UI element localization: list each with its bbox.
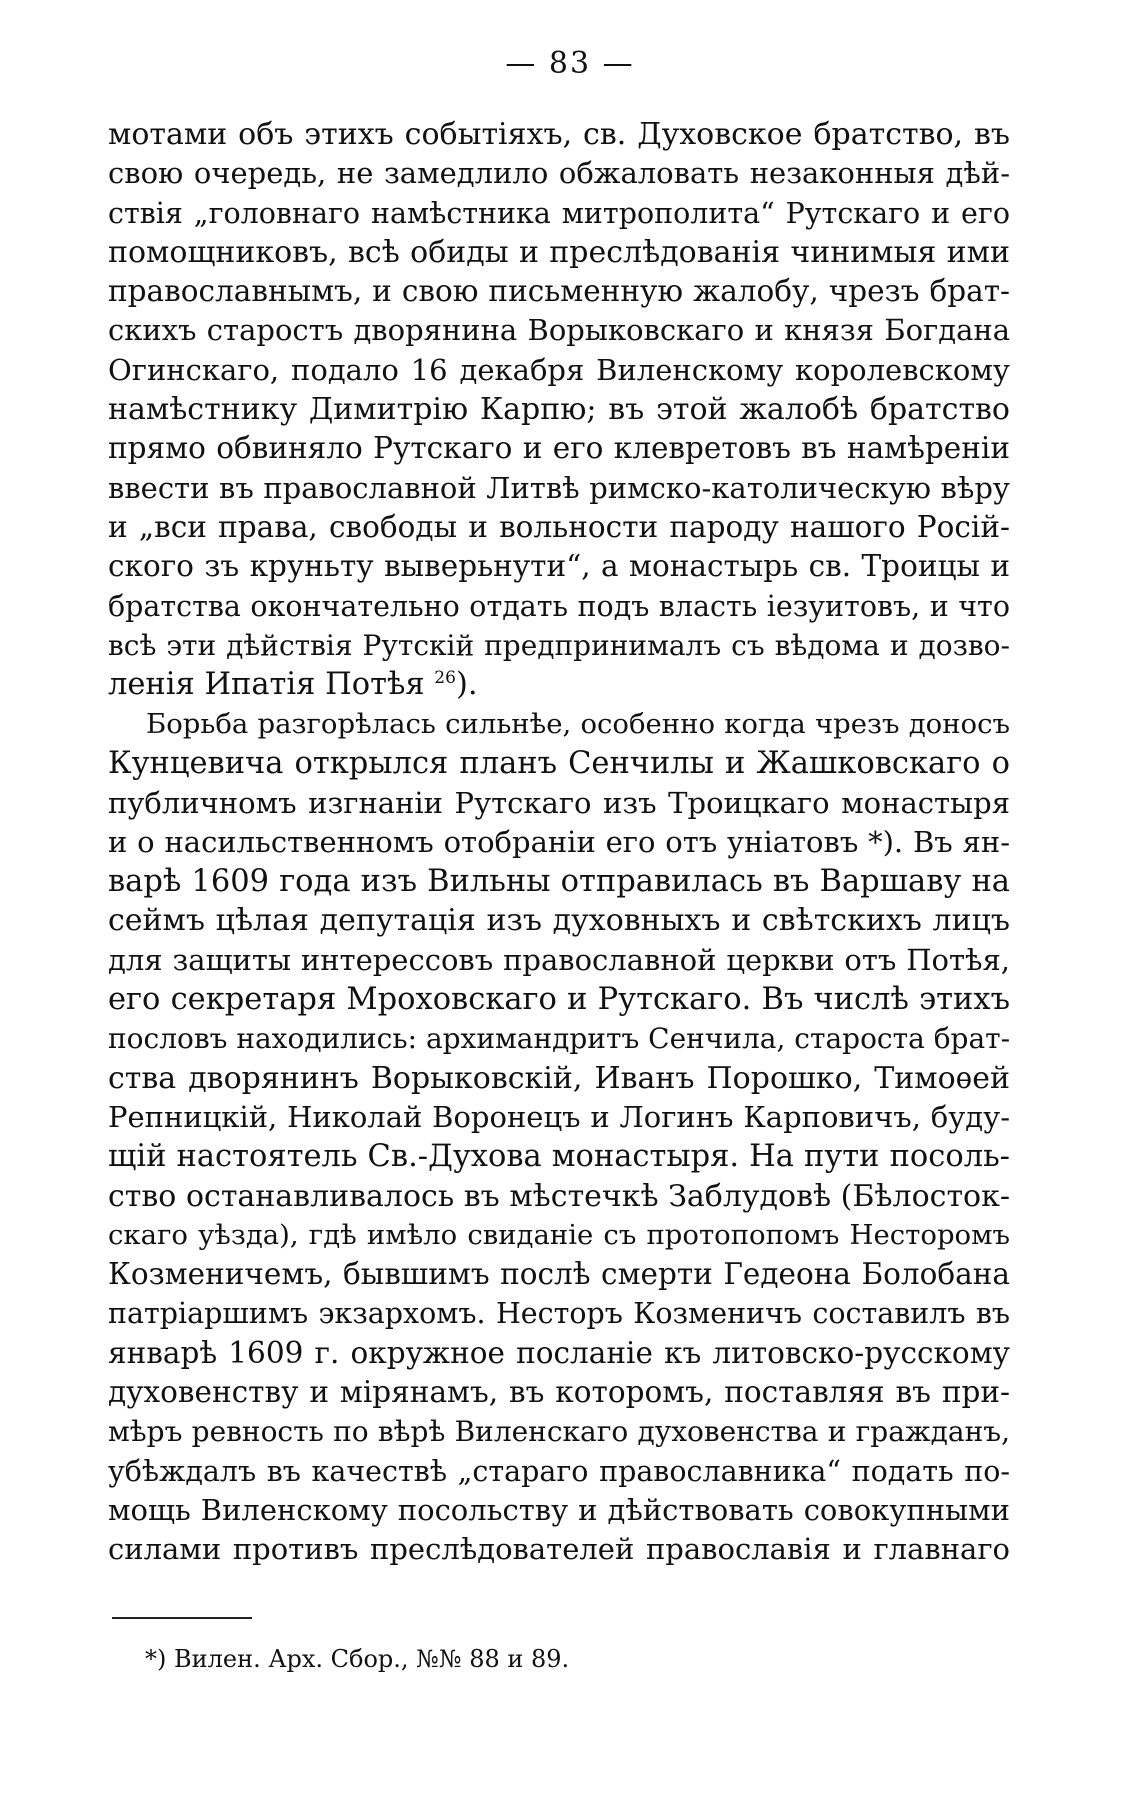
text-line: скаго уѣзда), гдѣ имѣло свиданіе съ протопопомъ Несторомъ (108, 1218, 1010, 1251)
text-line: щій настоятель Св.-Духова монастыря. На пути посоль- (108, 1139, 1010, 1175)
text-fragment: ). (455, 667, 478, 703)
text-fragment: ленія Ипатія Потѣя (108, 667, 425, 703)
text-line: пословъ находились: архимандритъ Сенчила, староста брат- (108, 1022, 1010, 1056)
text-line: мѣръ ревность по вѣрѣ Виленскаго духовенства и гражданъ, (108, 1415, 1010, 1449)
text-line: и „вси права, свободы и вольности пароду нашого Росій- (108, 509, 1010, 544)
text-line: Козменичемъ, бывшимъ послѣ смерти Гедеона Болобана (108, 1257, 1010, 1292)
text-line: и о насильственномъ отобраніи его отъ уніатовъ *). Въ ян- (108, 824, 1010, 859)
text-line: мощь Виленскому посольству и дѣйствовать совокупными (108, 1492, 1010, 1527)
text-line: намѣстнику Димитрію Карпю; въ этой жалобѣ братство (108, 392, 1010, 428)
text-line: помощниковъ, всѣ обиды и преслѣдованія чинимыя ими (108, 234, 1010, 270)
text-line: мотами объ этихъ событіяхъ, св. Духовское братство, въ (108, 117, 1010, 152)
text-line: всѣ эти дѣйствія Рутскій предпринималъ съ вѣдома и дозво- (108, 628, 1010, 662)
text-line: патріаршимъ экзархомъ. Несторъ Козменичъ составилъ въ (108, 1297, 1010, 1331)
text-line: Репницкій, Николай Воронецъ и Логинъ Карповичъ, буду- (108, 1099, 1010, 1134)
text-line: духовенству и мірянамъ, въ которомъ, поставляя въ при- (108, 1375, 1010, 1410)
text-line: его секретаря Мроховскаго и Рутскаго. Въ числѣ этихъ (108, 982, 1010, 1018)
text-line: Кунцевича открылся планъ Сенчилы и Жашковскаго о (108, 746, 1010, 782)
page-number: — 83 — (505, 46, 635, 81)
text-line: убѣждалъ въ качествѣ „стараго православника“ подать по- (108, 1454, 1010, 1488)
text-line: варѣ 1609 года изъ Вильны отправилась въ Варшаву на (108, 864, 1010, 900)
text-line: свою очередь, не замедлило обжаловать незаконныя дѣй- (108, 156, 1010, 191)
text-line: скихъ старостъ дворянина Ворыковскаго и князя Богдана (108, 313, 1010, 348)
text-line: январѣ 1609 г. окружное посланіе къ литовско-русскому (108, 1335, 1010, 1370)
text-line: прямо обвиняло Рутскаго и его клевретовъ въ намѣреніи (108, 431, 1010, 466)
footnote-reference: 26 (434, 668, 456, 688)
text-line: силами противъ преслѣдователей православія и главнаго (108, 1532, 1010, 1567)
text-line-last (108, 665, 1010, 704)
text-line: публичномъ изгнаніи Рутскаго изъ Троицкаго монастыря (108, 785, 1010, 820)
paragraph-1 (108, 115, 1010, 704)
text-line: сеймъ цѣлая депутація изъ духовныхъ и свѣтскихъ лицъ (108, 903, 1010, 939)
footnote-divider (112, 1617, 252, 1619)
text-line: ство останавливалось въ мѣстечкѣ Заблудовѣ (Бѣлосток- (108, 1178, 1010, 1214)
text-line: братства окончательно отдать подъ власть іезуитовъ, и что (108, 589, 1010, 623)
text-line: православнымъ, и свою письменную жалобу, чрезъ брат- (108, 274, 1010, 309)
text-line: ства дворянинъ Ворыковскій, Иванъ Порошко, Тимоѳей (108, 1060, 1010, 1096)
text-line: ствія „головнаго намѣстника митрополита“ Рутскаго и его (108, 196, 1010, 230)
text-line: ввести въ православной Литвѣ римско-католическую вѣру (108, 470, 1010, 505)
text-line: Огинскаго, подало 16 декабря Виленскому королевскому (108, 352, 1010, 387)
text-line-first: Борьба разгорѣлась сильнѣе, особенно когда чрезъ доносъ (146, 708, 1010, 740)
footnote: *) Вилен. Арх. Сбор., №№ 88 и 89. (145, 1645, 570, 1673)
text-line: ского зъ круньту выверьнути“, а монастырь св. Троицы и (108, 549, 1010, 584)
paragraph-2 (108, 705, 1010, 1570)
text-line: для защиты интерессовъ православной церкви отъ Потѣя, (108, 942, 1010, 977)
